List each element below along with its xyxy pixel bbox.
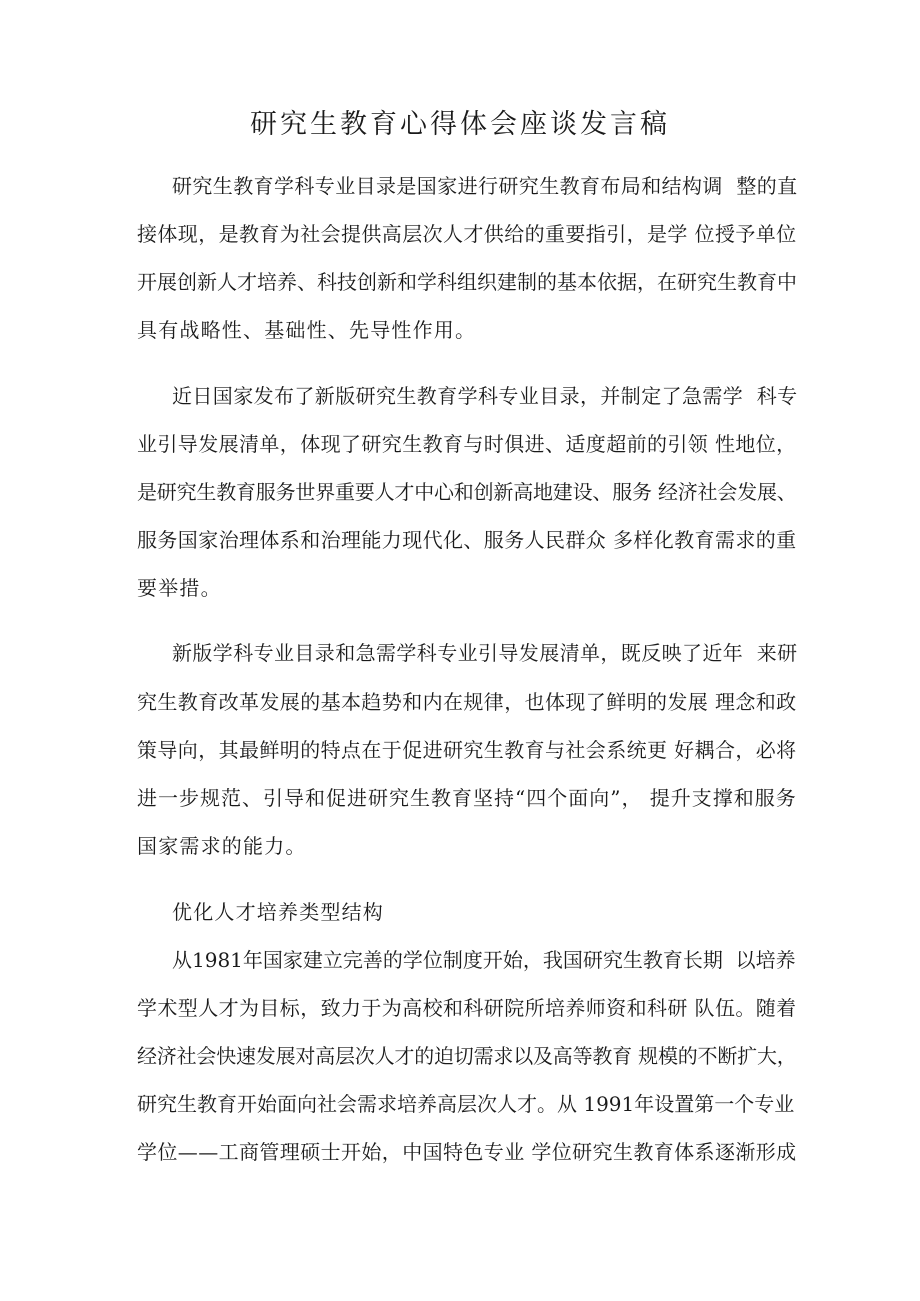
paragraph-4-line-3: 经济社会快速发展对高层次人才的迫切需求以及高等教育 规模的不断扩大， — [137, 1044, 797, 1068]
paragraph-3-line-3: 策导向，其最鲜明的特点在于促进研究生教育与社会系统更 好耦合，必将 — [137, 738, 797, 762]
section-heading: 优化人才培养类型结构 — [172, 900, 384, 924]
paragraph-3-line-2: 究生教育改革发展的基本趋势和内在规律，也体现了鲜明的发展 理念和政 — [137, 690, 797, 714]
paragraph-4-line-5: 学位——工商管理硕士开始，中国特色专业 学位研究生教育体系逐渐形成 — [137, 1140, 797, 1164]
paragraph-3-line-5: 国家需求的能力。 — [137, 834, 307, 858]
paragraph-4-line-2: 学术型人才为目标，致力于为高校和科研院所培养师资和科研 队伍。随着 — [137, 996, 797, 1020]
paragraph-2-line-5: 要举措。 — [137, 576, 222, 600]
paragraph-3-line-4: 进一步规范、引导和促进研究生教育坚持“四个面向”， 提升支撑和服务 — [137, 786, 797, 810]
document-title: 研究生教育心得体会座谈发言稿 — [250, 109, 670, 140]
paragraph-1-line-3: 开展创新人才培养、科技创新和学科组织建制的基本依据，在研究生教育中 — [137, 270, 797, 294]
paragraph-3-line-1: 新版学科专业目录和急需学科专业引导发展清单，既反映了近年 来研 — [172, 641, 798, 665]
paragraph-1-line-2: 接体现，是教育为社会提供高层次人才供给的重要指引，是学 位授予单位 — [137, 222, 797, 246]
paragraph-2-line-2: 业引导发展清单，体现了研究生教育与时俱进、适度超前的引领 性地位， — [137, 432, 797, 456]
paragraph-2-line-3: 是研究生教育服务世界重要人才中心和创新高地建设、服务 经济社会发展、 — [137, 480, 797, 504]
paragraph-1-line-1: 研究生教育学科专业目录是国家进行研究生教育布局和结构调 整的直 — [172, 174, 798, 198]
paragraph-4-line-4: 研究生教育开始面向社会需求培养高层次人才。从 1991年设置第一个专业 — [137, 1092, 795, 1116]
paragraph-1-line-4: 具有战略性、基础性、先导性作用。 — [137, 318, 477, 342]
paragraph-2-line-1: 近日国家发布了新版研究生教育学科专业目录，并制定了急需学 科专 — [172, 384, 798, 408]
paragraph-4-line-1: 从1981年国家建立完善的学位制度开始，我国研究生教育长期 以培养 — [172, 948, 796, 972]
paragraph-2-line-4: 服务国家治理体系和治理能力现代化、服务人民群众 多样化教育需求的重 — [137, 528, 797, 552]
